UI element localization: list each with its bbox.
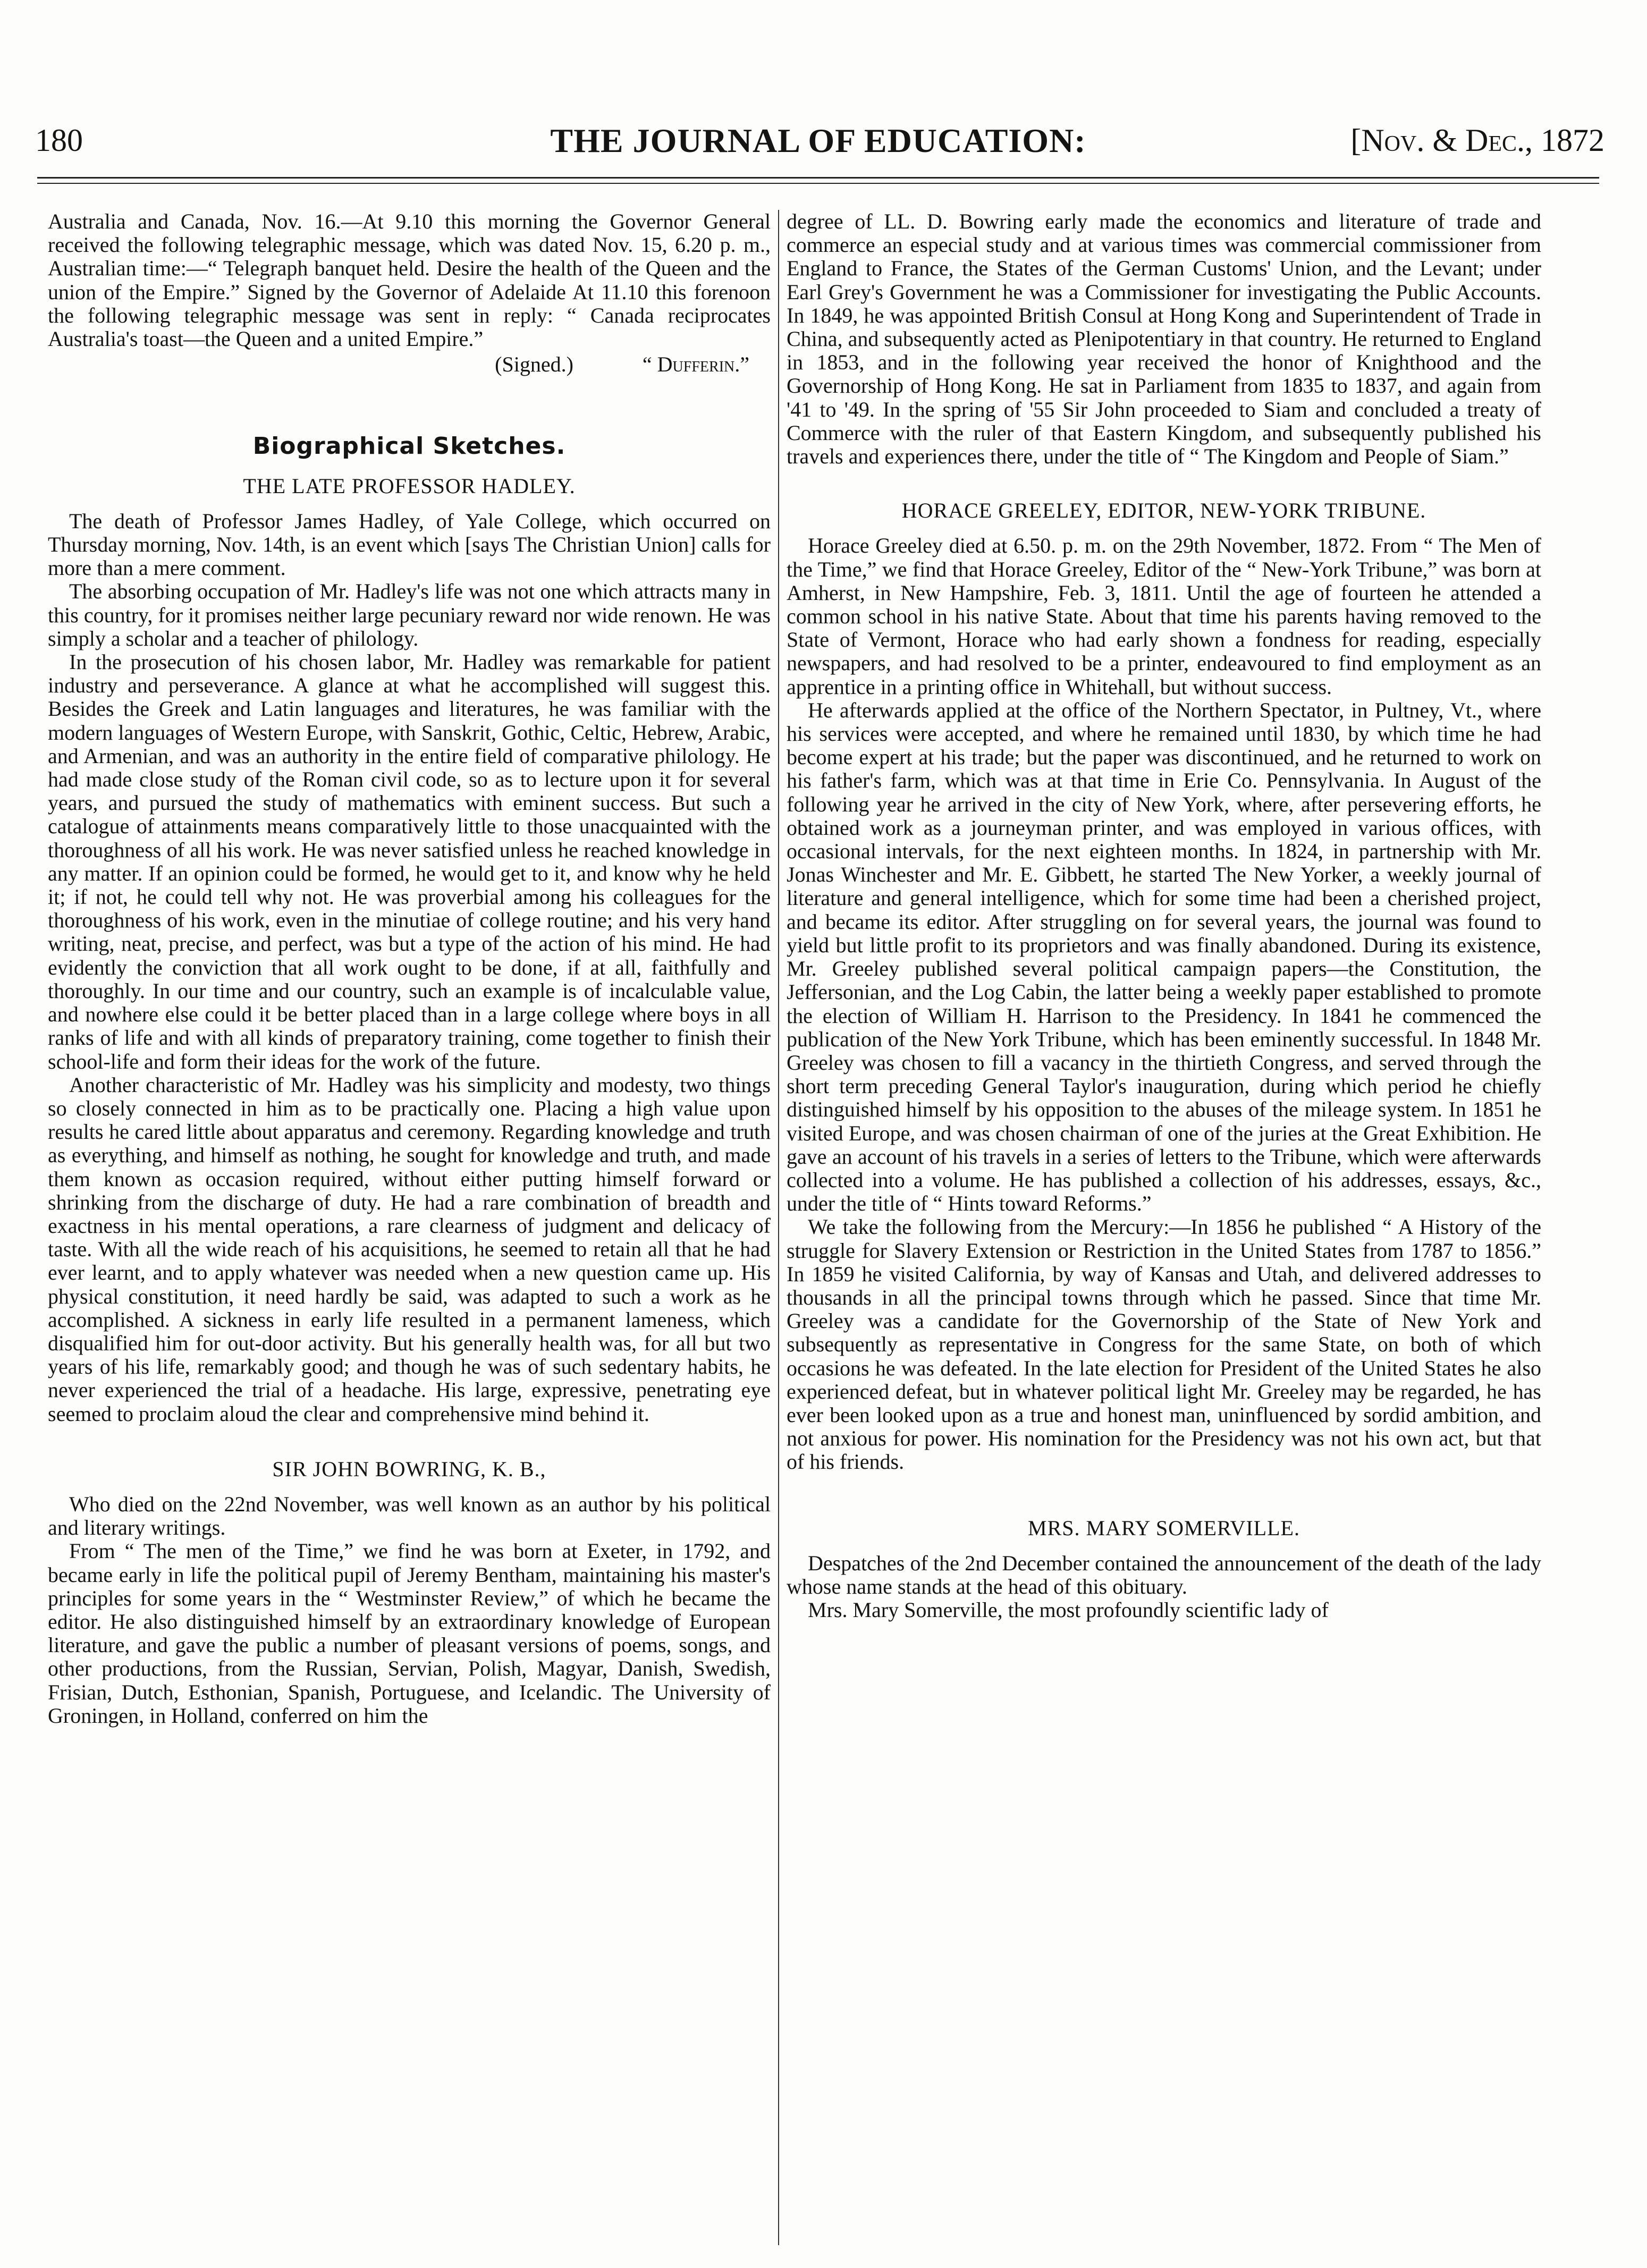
section-title: Biographical Sketches. [252, 433, 566, 460]
column-divider [778, 210, 779, 2245]
issue-date: [Nov. & Dec., 1872 [1350, 123, 1604, 158]
journal-title: THE JOURNAL OF EDUCATION: [550, 122, 1086, 159]
somerville-heading: MRS. MARY SOMERVILLE. [1028, 1516, 1300, 1540]
hadley-paragraph-2: The absorbing occupation of Mr. Hadley's life was not one which attracts many in this country, for it promises neither large pecuniary reward nor wide renown. He was simply a scholar and a teacher of philology. [48, 579, 771, 650]
page-number: 180 [35, 123, 83, 158]
greeley-paragraph-1: Horace Greeley died at 6.50. p. m. on the 29th November, 1872. From “ The Men of the Time,” we find that Horace Greeley, Editor of the “ New-York Tribune,” was born at Amherst, in New Hampshire, Feb. 3, 1811. Until the age of fourteen he attended a common school in his native State. About that time his parents having removed to the State of Vermont, Horace who had early shown a fondness for reading, especially newspapers, and had resolved to be a printer, endeavoured to find employment as an apprentice in a printing office in Whitehall, but without success. [787, 534, 1541, 699]
header-rule-secondary [37, 183, 1599, 184]
left-column [48, 210, 771, 1728]
bowring-heading: SIR JOHN BOWRING, K. B., [272, 1457, 546, 1481]
bowring-paragraph-2: From “ The men of the Time,” we find he was born at Exeter, in 1792, and became early in life the political pupil of Jeremy Bentham, maintaining his master's principles for some years in the “ Westminster Review,” of which he became the editor. He also distinguished himself by an extraordinary knowledge of European literature, and gave the public a number of pleasant versions of poems, songs, and other productions, from the Russian, Servian, Polish, Magyar, Danish, Swedish, Frisian, Dutch, Esthonian, Spanish, Portuguese, and Icelandic. The University of Groningen, in Holland, conferred on him the [48, 1539, 771, 1728]
greeley-paragraph-3: We take the following from the Mercury:—In 1856 he published “ A History of the struggle for Slavery Extension or Restriction in the United States from 1787 to 1856.” In 1859 he visited California, by way of Kansas and Utah, and delivered addresses to thousands in all the principal towns through which he passed. Since that time Mr. Greeley was a candidate for the Governorship of the State of New York and subsequently as representative in Congress for the same State, on both of which occasions he was defeated. In the late election for President of the United States he also experienced defeat, but in whatever political light Mr. Greeley may be regarded, he has ever been looked upon as a true and honest man, uninfluenced by sordid ambition, and not anxious for power. His nomination for the Presidency was not his own act, but that of his friends. [787, 1215, 1541, 1474]
hadley-paragraph-3: In the prosecution of his chosen labor, Mr. Hadley was remarkable for patient industry and perseverance. A glance at what he accomplished will suggest this. Besides the Greek and Latin languages and literatures, he was familiar with the modern languages of Western Europe, with Sanskrit, Gothic, Celtic, Hebrew, Arabic, and Armenian, and was an authority in the entire field of comparative philology. He had made close study of the Roman civil code, so as to lecture upon it for several years, and pursued the study of mathematics with eminent success. But such a catalogue of attainments means comparatively little to those unacquainted with the thoroughness of all his work. He was never satisfied unless he reached knowledge in any matter. If an opinion could be formed, he would get to it, and know why he held it; if not, he could tell why not. He was proverbial among his colleagues for the thoroughness of his work, even in the minutiae of college routine; and his very hand writing, neat, precise, and perfect, was but a type of the action of his mind. He had evidently the conviction that all work ought to be done, if at all, faithfully and thoroughly. In our time and our country, such an example is of incalculable value, and nowhere else could it be better placed than in a large college where boys in all ranks of life and with all kinds of preparatory training, come together to finish their school-life and form their ideas for the work of the future. [48, 650, 771, 1073]
header-rule [37, 177, 1599, 179]
greeley-heading: HORACE GREELEY, EDITOR, NEW-YORK TRIBUNE. [901, 498, 1426, 523]
hadley-paragraph-1: The death of Professor James Hadley, of Yale College, which occurred on Thursday morning, Nov. 14th, is an event which [says The Christian Union] calls for more than a mere comment. [48, 509, 771, 580]
somerville-paragraph-1: Despatches of the 2nd December contained the announcement of the death of the lady whose name stands at the head of this obituary. [787, 1551, 1541, 1598]
telegram-signature: “ Dufferin.” [642, 352, 749, 377]
telegram-signature-line [48, 353, 749, 376]
telegram-paragraph: Australia and Canada, Nov. 16.—At 9.10 this morning the Governor General received the following telegraphic message, which was dated Nov. 15, 6.20 p. m., Australian time:—“ Telegraph banquet held. Desire the health of the Queen and the union of the Empire.” Signed by the Governor of Adelaide At 11.10 this forenoon the following telegraphic message was sent in reply: “ Canada reciprocates Australia's toast—the Queen and a united Empire.” [48, 209, 771, 351]
hadley-paragraph-4: Another characteristic of Mr. Hadley was his simplicity and modesty, two things so closely connected in him as to be practically one. Placing a high value upon results he cared little about apparatus and ceremony. Regarding knowledge and truth as everything, and himself as nothing, he sought for knowledge and truth, and made them known as occasion required, without either putting himself forward or shrinking from the discharge of duty. He had a rare combination of breadth and exactness in his mental operations, a rare clearness of judgment and delicacy of taste. With all the wide reach of his acquisitions, he seemed to retain all that he had ever learnt, and to apply whatever was needed when a new question came up. His physical constitution, it need hardly be said, was adapted to such a work as he accomplished. A sickness in early life resulted in a permanent lameness, which disqualified him for out-door activity. But his generally health was, for all but two years of his life, remarkably good; and though he was of such sedentary habits, he never experienced the trial of a headache. His large, expressive, penetrating eye seemed to proclaim aloud the clear and comprehensive mind behind it. [48, 1072, 771, 1426]
bowring-paragraph-1: Who died on the 22nd November, was well known as an author by his political and literary writings. [48, 1492, 771, 1540]
hadley-heading: THE LATE PROFESSOR HADLEY. [243, 473, 576, 498]
running-head [32, 118, 1604, 166]
bowring-paragraph-2-continued: degree of LL. D. Bowring early made the economics and literature of trade and commerce an especial study and at various times was commercial commissioner from England to France, the States of the German Customs' Union, and the Levant; under Earl Grey's Government he was a Commissioner for investigating the Public Accounts. In 1849, he was appointed British Consul at Hong Kong and Superintendent of Trade in China, and subsequently acted as Plenipotentiary in that country. He returned to England in 1853, and in the following year received the honor of Knighthood and the Governorship of Hong Kong. He sat in Parliament from 1835 to 1837, and again from '41 to '49. In the spring of '55 Sir John proceeded to Siam and concluded a treaty of Commerce with the ruler of that Eastern Kingdom, and subsequently published his travels and experiences there, under the title of “ The Kingdom and People of Siam.” [787, 209, 1541, 469]
somerville-paragraph-2: Mrs. Mary Somerville, the most profoundly scientific lady of [808, 1598, 1329, 1622]
greeley-paragraph-2: He afterwards applied at the office of the Northern Spectator, in Pultney, Vt., where his services were accepted, and where he remained until 1830, by which time he had become expert at his trade; but the paper was discontinued, and he returned to work on his father's farm, which was at that time in Erie Co. Pennsylvania. In August of the following year he arrived in the city of New York, where, after persevering efforts, he obtained work as a journeyman printer, and was employed in various offices, with occasional intervals, for the next eighteen months. In 1824, in partnership with Mr. Jonas Winchester and Mr. E. Gibbett, he started The New Yorker, a weekly journal of literature and general intelligence, which for some time had been a cherished project, and became its editor. After struggling on for several years, the journal was found to yield but little profit to its proprietors and was finally abandoned. During its existence, Mr. Greeley published several political campaign papers—the Constitution, the Jeffersonian, and the Log Cabin, the latter being a weekly paper established to promote the election of William H. Harrison to the Presidency. In 1841 he commenced the publication of the New York Tribune, which has been eminently successful. In 1848 Mr. Greeley was chosen to fill a vacancy in the thirtieth Congress, and served through the short term preceding General Taylor's inauguration, during which period he chiefly distinguished himself by his opposition to the abuses of the mileage system. In 1851 he visited Europe, and was chosen chairman of one of the juries at the Great Exhibition. He gave an account of his travels in a series of letters to the Tribune, which were afterwards collected into a volume. He has published a collection of his addresses, essays, &c., under the title of “ Hints toward Reforms.” [787, 698, 1541, 1216]
telegram-signed-label: (Signed.) [495, 352, 573, 377]
right-column [787, 210, 1541, 1622]
